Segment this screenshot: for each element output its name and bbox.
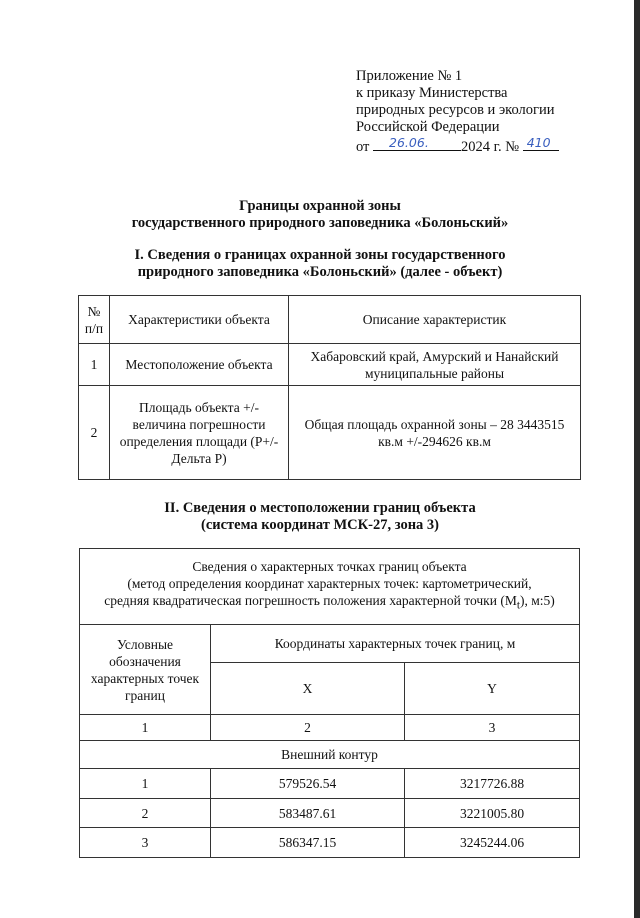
index-row	[80, 715, 580, 741]
caption-text: средняя квадратическая погрешность положения характерной точки (M	[104, 593, 517, 609]
object-info-table	[78, 295, 581, 480]
section-line: II. Сведения о местоположении границ объекта	[164, 500, 476, 516]
title-line: государственного природного заповедника «Болоньский»	[131, 215, 509, 231]
point-y: 3245244.06	[405, 828, 580, 858]
appendix-date-line	[356, 136, 559, 156]
date-prefix: от	[356, 139, 370, 155]
point-num: 1	[80, 769, 211, 799]
appendix-line: Российской Федерации	[356, 119, 500, 135]
handwritten-number: 410	[526, 135, 551, 150]
caption-subscript: t	[516, 599, 520, 612]
section-line: (система координат МСК-27, зона 3)	[200, 517, 440, 533]
appendix-line: природных ресурсов и экологии	[356, 102, 555, 118]
table-row	[80, 799, 580, 828]
col-x: X	[211, 663, 405, 715]
table-row	[80, 769, 580, 799]
section-2-heading	[0, 500, 640, 534]
row-desc: Хабаровский край, Амурский и Нанайский муниципальные районы	[289, 344, 581, 386]
header-char: Характеристики объекта	[110, 296, 289, 344]
coords-header-row	[80, 625, 580, 663]
point-y: 3217726.88	[405, 769, 580, 799]
col-coords: Координаты характерных точек границ, м	[211, 625, 580, 663]
contour-row	[80, 741, 580, 769]
number-field	[523, 136, 559, 151]
table-caption-row	[80, 549, 580, 625]
col-symbols: Условные обозначения характерных точек границ	[80, 625, 211, 715]
point-y: 3221005.80	[405, 799, 580, 828]
appendix-line: Приложение № 1	[356, 68, 463, 84]
title-line: Границы охранной зоны	[239, 198, 401, 214]
table-row	[79, 386, 581, 480]
section-line: природного заповедника «Болоньский» (далее - объект)	[137, 264, 503, 280]
point-x: 579526.54	[211, 769, 405, 799]
caption-line: Сведения о характерных точках границ объекта	[192, 559, 467, 575]
table-row	[79, 344, 581, 386]
row-num: 2	[79, 386, 110, 480]
caption-line: (метод определения координат характерных точек: картометрический,	[127, 576, 532, 592]
appendix-line: к приказу Министерства	[356, 85, 508, 101]
appendix-block	[356, 68, 559, 156]
document-title	[0, 198, 640, 232]
coordinates-table	[79, 548, 580, 858]
year-text: 2024 г. №	[461, 139, 520, 155]
header-num: № п/п	[79, 296, 110, 344]
point-x: 586347.15	[211, 828, 405, 858]
date-field	[373, 136, 461, 151]
section-line: I. Сведения о границах охранной зоны государственного	[134, 247, 506, 263]
index-cell: 3	[405, 715, 580, 741]
header-desc: Описание характеристик	[289, 296, 581, 344]
point-num: 3	[80, 828, 211, 858]
point-x: 583487.61	[211, 799, 405, 828]
row-desc: Общая площадь охранной зоны – 28 3443515 кв.м +/-294626 кв.м	[289, 386, 581, 480]
caption-line	[84, 592, 575, 615]
row-num: 1	[79, 344, 110, 386]
index-cell: 1	[80, 715, 211, 741]
point-num: 2	[80, 799, 211, 828]
row-char: Площадь объекта +/- величина погрешности определения площади (P+/- Дельта P)	[110, 386, 289, 480]
table-row	[80, 828, 580, 858]
table-header-row	[79, 296, 581, 344]
contour-label: Внешний контур	[80, 741, 580, 769]
col-y: Y	[405, 663, 580, 715]
handwritten-date: 26.06.	[389, 135, 429, 150]
row-char: Местоположение объекта	[110, 344, 289, 386]
scan-edge	[634, 0, 640, 918]
table-caption	[80, 549, 580, 625]
index-cell: 2	[211, 715, 405, 741]
caption-text: ), м:5)	[519, 593, 555, 609]
section-1-heading	[0, 247, 640, 281]
